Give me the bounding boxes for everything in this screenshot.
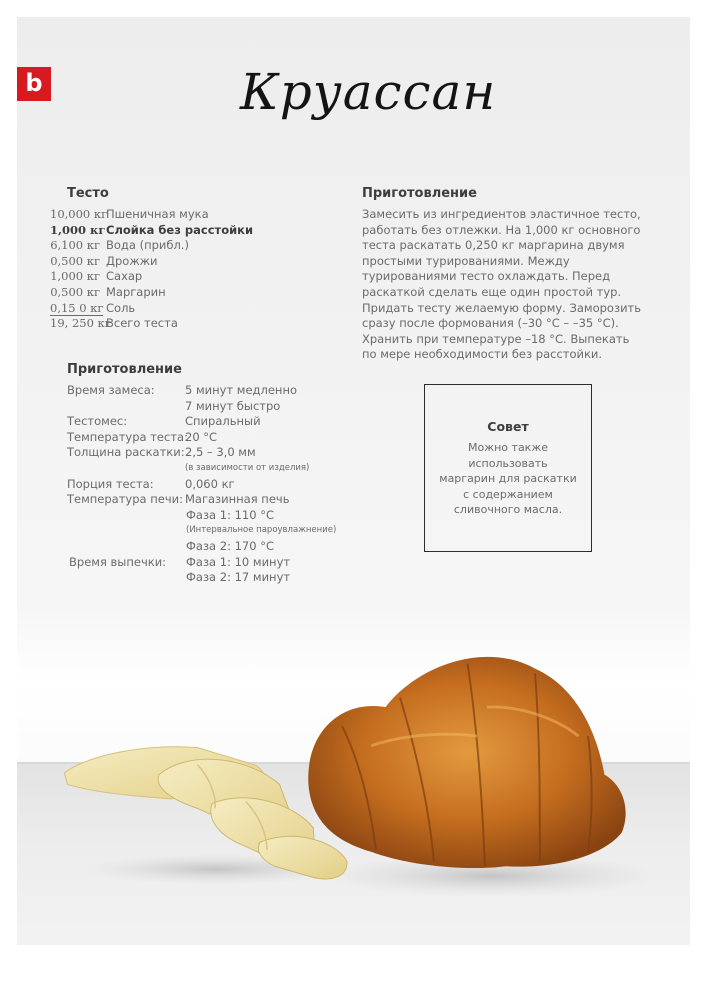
preparation-heading: Приготовление [362, 186, 477, 201]
ingredient-list [50, 207, 310, 332]
param-value: Фаза 1: 10 минут [186, 554, 291, 569]
ingredient-row [50, 285, 310, 301]
ingredient-name: Пшеничная мука [106, 207, 209, 221]
params-list [67, 383, 367, 586]
croissant-photo [47, 630, 647, 900]
param-value: 0,060 кг [185, 476, 235, 491]
baked-croissant [308, 657, 625, 868]
param-key [67, 570, 185, 586]
param-value: Фаза 2: 17 минут [186, 570, 291, 585]
brand-logo [17, 67, 51, 101]
ingredient-name: Дрожжи [106, 253, 158, 268]
param-row [67, 492, 367, 508]
ingredient-row [50, 269, 310, 285]
param-row [67, 399, 367, 415]
preparation-text: Замесить из ингредиентов эластичное тесто, работать без отлежки. На 1,000 кг основного теста раскатать 0,250 кг маргарина двумя простыми турированиями. Между турированиями тесто охлаждать. Перед раскаткой сделать еще один простой тур. Придать тесту желаемую форму. Заморозить сразу после формования (–30 °C – –35 °C). Хранить при температуре –18 °C. Выпекать по мере необходимости без расстойки. [362, 207, 642, 362]
ingredient-row [50, 207, 310, 223]
ingredient-amount [50, 285, 106, 301]
param-row [67, 508, 367, 524]
ingredient-amount [50, 301, 106, 317]
ingredient-amount-text: 0,500 кг [50, 284, 100, 299]
param-key: Время замеса: [67, 383, 155, 397]
dough-heading: Тесто [67, 186, 109, 201]
param-row [67, 430, 367, 446]
ingredient-row [50, 254, 310, 270]
recipe-page [17, 17, 690, 970]
param-row [67, 523, 367, 539]
param-value: 2,5 – 3,0 мм [185, 445, 256, 460]
ingredient-amount-text: 0,15 0 кг [50, 300, 104, 315]
ingredient-name: Всего теста [106, 316, 178, 331]
param-key: Время выпечки: [69, 554, 167, 569]
brand-logo-letter: b [25, 69, 43, 97]
tip-text: Можно также использовать маргарин для раскатки с содержанием сливочного масла. [439, 441, 577, 517]
tip-heading: Совет [487, 419, 529, 434]
ingredient-amount [50, 316, 111, 332]
ingredient-amount [50, 269, 106, 285]
ingredient-amount [50, 254, 106, 270]
ingredient-amount [50, 223, 106, 239]
param-value: (в зависимости от изделия) [185, 462, 310, 473]
param-value: (Интервальное пароувлажнение) [186, 525, 337, 536]
param-row [67, 445, 367, 461]
param-row [67, 461, 367, 477]
ingredient-name: Вода (прибл.) [106, 238, 189, 253]
ingredient-name: Соль [106, 300, 136, 315]
ingredient-amount-text: 1,000 кг [50, 269, 100, 284]
params-heading: Приготовление [67, 362, 182, 377]
param-row [67, 414, 367, 430]
param-row [67, 477, 367, 493]
param-key [67, 399, 185, 415]
param-row [67, 570, 367, 586]
ingredient-row [50, 301, 310, 317]
ingredient-amount-text: 0,500 кг [50, 253, 100, 268]
param-value: 5 минут медленно [185, 383, 298, 397]
param-row [67, 383, 367, 399]
ingredient-row [50, 223, 310, 239]
param-value: Магазинная печь [185, 492, 290, 507]
ingredient-amount-text: 1,000 кг [50, 222, 106, 237]
param-key [67, 523, 185, 539]
ingredient-row [50, 316, 310, 332]
param-key: Порция теста: [67, 476, 154, 491]
param-key: Температура печи: [67, 492, 183, 507]
param-row [67, 555, 367, 571]
page-bottom-strip [17, 945, 690, 970]
param-value: Фаза 2: 170 °C [186, 538, 274, 553]
param-key: Тестомес: [67, 414, 128, 429]
param-key: Толщина раскатки: [67, 445, 185, 460]
recipe-title: Круассан [240, 63, 497, 121]
ingredient-amount-text: 6,100 кг [50, 238, 100, 253]
param-key [67, 508, 185, 524]
param-key [67, 461, 185, 477]
ingredient-amount [50, 207, 106, 223]
ingredient-name: Сахар [106, 269, 143, 284]
tip-box [424, 384, 592, 552]
param-value: 20 °C [185, 429, 218, 444]
ingredient-amount-text: 10,000 кг [50, 207, 108, 221]
param-value: Спиральный [185, 414, 261, 429]
ingredient-name: Маргарин [106, 284, 166, 299]
ingredient-amount [50, 238, 106, 254]
param-row [67, 539, 367, 555]
param-value: Фаза 1: 110 °C [186, 507, 274, 522]
param-key: Температура теста: [67, 429, 188, 444]
ingredient-row [50, 238, 310, 254]
ingredient-amount-text: 19, 250 кг [50, 316, 111, 331]
ingredient-name: Слойка без расстойки [106, 222, 254, 237]
param-key [67, 539, 185, 555]
param-value: 7 минут быстро [185, 398, 281, 413]
